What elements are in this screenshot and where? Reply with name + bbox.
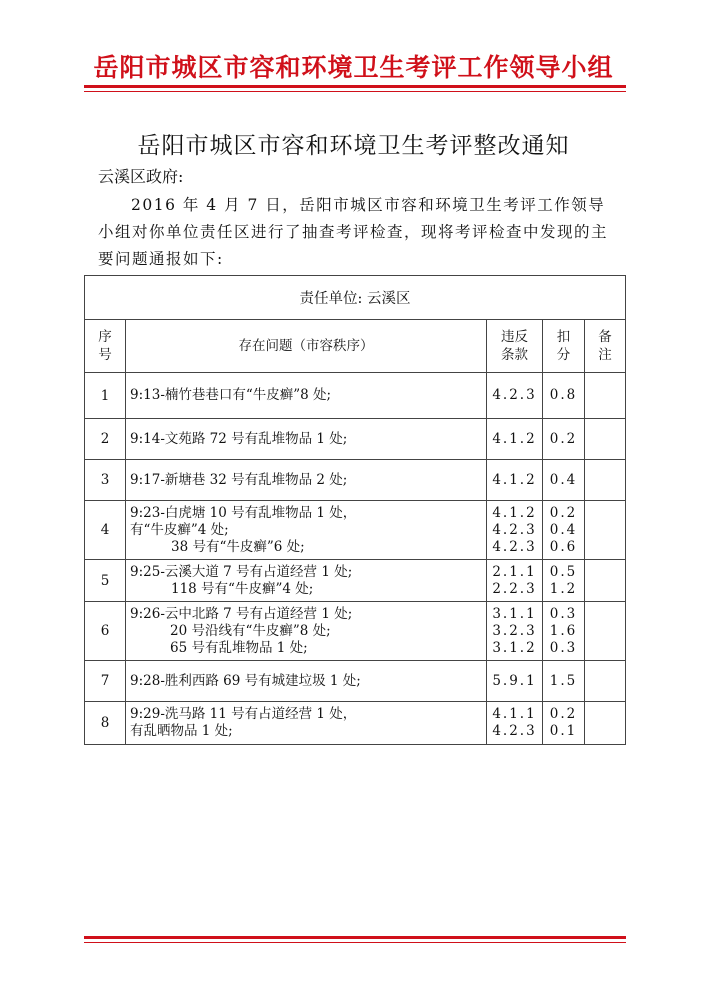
issue-line: 20 号沿线有“牛皮癣”8 处; — [170, 622, 331, 639]
deducted-points — [543, 419, 585, 460]
clause-line: 4.1.2 — [492, 430, 537, 447]
row-number: 1 — [85, 373, 126, 419]
score-line: 0.1 — [549, 723, 578, 739]
deducted-points — [543, 702, 585, 745]
row-number: 7 — [85, 661, 126, 702]
violated-clause — [487, 419, 543, 460]
footer-rule-thick — [84, 936, 626, 939]
table-row — [85, 501, 626, 560]
table-row — [85, 419, 626, 460]
issue-line: 有“牛皮癣”4 处; — [130, 521, 229, 538]
clause-line: 3.2.3 — [492, 622, 537, 639]
clause-line: 3.1.1 — [492, 605, 537, 622]
issue-line: 有乱晒物品 1 处; — [130, 723, 233, 739]
deducted-points — [543, 661, 585, 702]
clause-line: 2.2.3 — [492, 580, 537, 597]
table-row — [85, 373, 626, 419]
note-cell — [585, 661, 626, 702]
score-line: 1.6 — [549, 622, 578, 639]
salutation: 云溪区政府: — [98, 167, 184, 186]
issue-line: 38 号有“牛皮癣”6 处; — [171, 538, 305, 555]
note-cell — [585, 419, 626, 460]
issue-line: 9:29-洗马路 11 号有占道经营 1 处， — [130, 706, 357, 722]
note-cell — [585, 702, 626, 745]
score-line: 0.4 — [549, 471, 578, 488]
note-cell — [585, 501, 626, 560]
score-line: 0.2 — [549, 504, 578, 521]
issue-description — [126, 501, 487, 560]
score-line: 0.5 — [549, 563, 578, 580]
header-row — [85, 320, 626, 373]
score-line: 1.5 — [549, 672, 578, 689]
header-score: 扣 分 — [543, 320, 585, 373]
issue-line: 9:28-胜利西路 69 号有城建垃圾 1 处; — [130, 672, 361, 689]
issues-table — [84, 275, 626, 745]
notice-body: 2016 年 4 月 7 日，岳阳市城区市容和环境卫生考评工作领导小组对你单位责任区进行了抽查考评检查，现将考评检查中发现的主要问题通报如下: — [98, 196, 609, 268]
table-row — [85, 460, 626, 501]
table-row — [85, 602, 626, 661]
clause-line: 2.1.1 — [492, 563, 537, 580]
score-line: 0.4 — [549, 521, 578, 538]
deducted-points — [543, 373, 585, 419]
table-row — [85, 661, 626, 702]
issue-line: 9:14-文苑路 72 号有乱堆物品 1 处; — [130, 430, 348, 447]
clause-line: 4.2.3 — [492, 387, 537, 403]
violated-clause — [487, 460, 543, 501]
violated-clause — [487, 602, 543, 661]
issue-description — [126, 702, 487, 745]
table-body — [85, 373, 626, 745]
issue-line: 118 号有“牛皮癣”4 处; — [171, 580, 314, 597]
notice-title: 岳阳市城区市容和环境卫生考评整改通知 — [137, 133, 570, 159]
clause-line: 4.1.1 — [492, 706, 537, 722]
header-note: 备 注 — [585, 320, 626, 373]
note-cell — [585, 560, 626, 602]
note-cell — [585, 373, 626, 419]
issue-description — [126, 373, 487, 419]
row-number: 3 — [85, 460, 126, 501]
issue-line: 9:17-新塘巷 32 号有乱堆物品 2 处; — [130, 471, 348, 488]
row-number: 8 — [85, 702, 126, 745]
deducted-points — [543, 602, 585, 661]
violated-clause — [487, 501, 543, 560]
row-number: 4 — [85, 501, 126, 560]
header-issue: 存在问题（市容秩序） — [126, 320, 487, 373]
violated-clause — [487, 373, 543, 419]
score-line: 0.2 — [549, 706, 578, 722]
responsible-unit: 责任单位: 云溪区 — [85, 276, 626, 320]
issue-description — [126, 602, 487, 661]
footer-rule-thin — [84, 942, 626, 943]
clause-line: 5.9.1 — [492, 672, 537, 689]
issue-line: 9:13-楠竹巷巷口有“牛皮癣”8 处; — [130, 387, 332, 403]
score-line: 0.8 — [549, 387, 578, 403]
score-line: 0.3 — [549, 605, 578, 622]
row-number: 5 — [85, 560, 126, 602]
letterhead-rule-thin — [84, 91, 626, 92]
header-no: 序 号 — [85, 320, 126, 373]
issue-line: 9:23-白虎塘 10 号有乱堆物品 1 处， — [130, 504, 357, 521]
header-clause: 违反 条款 — [487, 320, 543, 373]
score-line: 1.2 — [549, 580, 578, 597]
letterhead-rule-thick — [84, 85, 626, 88]
clause-line: 4.2.3 — [492, 521, 537, 538]
score-line: 0.6 — [549, 538, 578, 555]
deducted-points — [543, 501, 585, 560]
score-line: 0.2 — [549, 430, 578, 447]
note-cell — [585, 460, 626, 501]
clause-line: 4.2.3 — [492, 723, 537, 739]
issue-description — [126, 460, 487, 501]
issue-line: 9:25-云溪大道 7 号有占道经营 1 处; — [130, 563, 353, 580]
issue-line: 9:26-云中北路 7 号有占道经营 1 处; — [130, 605, 353, 622]
issue-description — [126, 661, 487, 702]
table-row — [85, 702, 626, 745]
row-number: 2 — [85, 419, 126, 460]
unit-row — [85, 276, 626, 320]
issue-description — [126, 560, 487, 602]
violated-clause — [487, 560, 543, 602]
violated-clause — [487, 702, 543, 745]
table-row — [85, 560, 626, 602]
issue-description — [126, 419, 487, 460]
score-line: 0.3 — [549, 639, 578, 656]
clause-line: 4.1.2 — [492, 504, 537, 521]
issue-line: 65 号有乱堆物品 1 处; — [170, 639, 308, 656]
row-number: 6 — [85, 602, 126, 661]
letterhead-title: 岳阳市城区市容和环境卫生考评工作领导小组 — [93, 53, 614, 82]
deducted-points — [543, 460, 585, 501]
deducted-points — [543, 560, 585, 602]
violated-clause — [487, 661, 543, 702]
clause-line: 4.1.2 — [492, 471, 537, 488]
clause-line: 4.2.3 — [492, 538, 537, 555]
note-cell — [585, 602, 626, 661]
clause-line: 3.1.2 — [492, 639, 537, 656]
